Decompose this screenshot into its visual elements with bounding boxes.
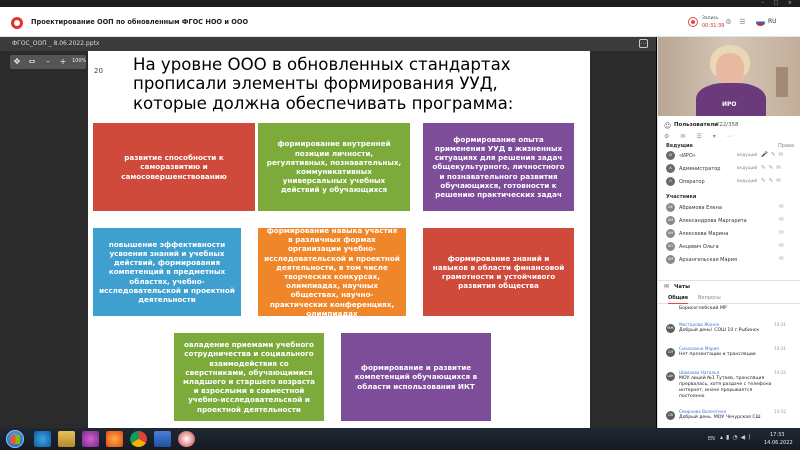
- users-header[interactable]: [658, 120, 800, 132]
- leader-row[interactable]: [658, 176, 800, 188]
- right-panel: [657, 37, 800, 428]
- slide-box-3: формирование опыта применения УУД в жизненных ситуациях для решения задач общекультурного, личностного и познавательного развития обучающихся, готовности к решению практических задач: [423, 123, 574, 211]
- leader-role: ведущий: [737, 166, 758, 171]
- media-icon[interactable]: [82, 431, 99, 447]
- participant-name: Абрамова Елена: [679, 205, 722, 211]
- leader-role: ведущий: [737, 153, 758, 158]
- fit-icon[interactable]: ⇔: [28, 57, 36, 66]
- avatar: АМ: [666, 216, 675, 225]
- chat-message: [658, 322, 800, 342]
- chat-message-text: МОУ лицей №1 Тутаев, трансляция прервалась, хотя раздаче с телефона интернет, иначе прерывается постоянно: [679, 376, 772, 399]
- chat-time: 14:31: [774, 346, 787, 351]
- zoom-level: 100%: [72, 58, 87, 64]
- zoom-controls: [10, 55, 86, 69]
- slide-number: 20: [94, 67, 103, 75]
- chat-message-text: Нет презентации и трансляции: [679, 352, 756, 357]
- chat-time: 14:32: [774, 370, 787, 375]
- zoom-out-button[interactable]: –: [46, 57, 50, 66]
- avatar: АО: [666, 242, 675, 251]
- leader-controls[interactable]: 🎤✎✉: [761, 152, 787, 158]
- word-icon[interactable]: [154, 431, 171, 447]
- leaders-label: Ведущие: [666, 143, 693, 149]
- language-selector[interactable]: RU: [768, 18, 777, 25]
- rights-label: Права: [777, 143, 794, 149]
- folder-icon[interactable]: [58, 431, 75, 447]
- settings-icon[interactable]: ☰: [739, 18, 746, 26]
- presentation-menu-icon[interactable]: ⋯: [640, 40, 647, 47]
- slide-box-5: формирование навыка участия в различных формах организации учебно-исследовательской и проектной деятельности, в том числе творческих конкурсах, олимпиадах, научных обществах, научно-практических конференциях, олимпиадах: [258, 228, 406, 316]
- taskbar: [0, 428, 800, 450]
- chat-label: Чаты: [674, 284, 690, 290]
- slide-box-1: развитие способности к саморазвитию и самосовершенствованию: [93, 123, 255, 211]
- leader-name: «ИРО»: [679, 153, 696, 159]
- users-label: Пользователи: [674, 122, 718, 128]
- language-indicator[interactable]: EN: [708, 436, 715, 442]
- video-object: [776, 67, 788, 97]
- participant-name: Анцевич Ольга: [679, 244, 719, 250]
- chat-tabs: [658, 292, 800, 304]
- start-button[interactable]: [6, 430, 24, 448]
- presentation-toolbar: [0, 37, 656, 51]
- chat-icon[interactable]: ✉: [779, 243, 784, 249]
- slide-box-4: повышение эффективности усвоения знаний и учебных действий, формирования компетенций в предметных областях, учебно-исследовательской и проектной деятельности: [93, 228, 241, 316]
- firefox-icon[interactable]: [106, 431, 123, 447]
- avatar: АМ: [666, 255, 675, 264]
- participant-name: Алексеева Марина: [679, 231, 729, 237]
- participant-row[interactable]: [658, 215, 800, 227]
- avatar: И: [666, 151, 675, 160]
- app-header: [0, 7, 800, 37]
- slide-box-2: формирование внутренней позиции личности, регулятивных, познавательных, коммуникативных универсальных учебных действий у обучающихся: [258, 123, 410, 211]
- app-logo-icon: [11, 17, 23, 29]
- ie-icon[interactable]: [34, 431, 51, 447]
- leader-role: ведущий: [737, 179, 758, 184]
- chat-author: Смахалина Мария: [679, 346, 719, 351]
- chat-author: Шамаева Наталья: [679, 370, 720, 375]
- slide-title: На уровне ООО в обновленных стандартах прописали элементы формирования УУД, которые должна обеспечивать программа:: [133, 55, 514, 113]
- chat-author: Смирнова Валентина: [679, 409, 727, 414]
- presenter-video[interactable]: [658, 37, 800, 116]
- chat-message: [658, 409, 800, 427]
- zoom-in-button[interactable]: +: [59, 57, 67, 66]
- avatar: СВ: [666, 411, 675, 420]
- users-icon: ☺: [664, 122, 672, 130]
- video-face: [716, 53, 744, 85]
- windows-icon: [11, 435, 20, 444]
- leader-name: Администратор: [679, 166, 721, 172]
- participant-row[interactable]: [658, 202, 800, 214]
- chat-icon[interactable]: ✉: [779, 204, 784, 210]
- avatar: СМ: [666, 348, 675, 357]
- participant-name: Александрова Маргарита: [679, 218, 747, 224]
- leader-name: Оператор: [679, 179, 705, 185]
- os-title-bar: [0, 0, 800, 7]
- record-time: 00:31:39: [702, 23, 725, 29]
- participant-row[interactable]: [658, 241, 800, 253]
- chat-icon[interactable]: ✉: [779, 230, 784, 236]
- chat-message-text: Добрый день! СОШ 10 г.Рыбинск: [679, 328, 760, 333]
- webinar-app-icon[interactable]: [178, 431, 195, 447]
- chat-header[interactable]: [658, 280, 800, 292]
- settings-icon[interactable]: ⚙: [725, 18, 732, 26]
- avatar: А: [666, 164, 675, 173]
- slide-box-6: формирование знаний и навыков в области финансовой грамотности и устойчивого развития общества: [423, 228, 574, 316]
- video-label: ИРО: [722, 101, 737, 108]
- leader-controls[interactable]: ✎✎✉: [761, 178, 784, 184]
- chat-message-text: Добрый день. МОУ Чечурская СШ: [679, 415, 761, 420]
- avatar: О: [666, 177, 675, 186]
- video-body: [696, 83, 766, 116]
- tab-questions[interactable]: Вопросы: [698, 295, 721, 301]
- avatar: АЕ: [666, 203, 675, 212]
- chat-message: [658, 370, 800, 404]
- participant-row[interactable]: [658, 228, 800, 240]
- record-icon[interactable]: [688, 17, 698, 27]
- chat-icon: ✉: [664, 283, 670, 290]
- chat-message-text: Борисоглебский МР: [679, 306, 727, 311]
- avatar: МЖ: [666, 324, 675, 333]
- clock-date[interactable]: 14.06.2022: [764, 440, 793, 446]
- chat-icon[interactable]: ✉: [779, 217, 784, 223]
- clock-time[interactable]: 17:33: [770, 432, 785, 438]
- slide: [88, 51, 590, 428]
- leader-controls[interactable]: ✎✎✉: [761, 165, 784, 171]
- move-icon[interactable]: ✥: [13, 57, 21, 66]
- chrome-icon[interactable]: [130, 431, 147, 447]
- users-count: 222/358: [716, 122, 739, 128]
- window-controls[interactable]: – □ ×: [761, 0, 796, 6]
- avatar: ШН: [666, 372, 675, 381]
- leader-row[interactable]: [658, 150, 800, 162]
- page-title: Проектирование ООП по обновленным ФГОС НОО и ООО: [31, 18, 249, 26]
- avatar: АМ: [666, 229, 675, 238]
- tab-general[interactable]: Общие: [668, 295, 688, 304]
- tray-icons[interactable]: ▴▮◔◀): [720, 434, 754, 441]
- slide-box-7: овладение приемами учебного сотрудничества и социального взаимодействия со сверстниками, обучающимися младшего и старшего возраста и взрослыми в совместной учебно-исследовательской и проектной деятельности: [174, 333, 324, 421]
- slide-box-8: формирование и развитие компетенций обучающихся в области использования ИКТ: [341, 333, 491, 421]
- chat-icon[interactable]: ✉: [779, 256, 784, 262]
- record-label: Запись: [702, 16, 719, 21]
- chat-time: 14:31: [774, 322, 787, 327]
- users-tools[interactable]: ⚙✉☰▾⋯: [664, 133, 744, 140]
- chat-time: 14:32: [774, 409, 787, 414]
- participant-name: Архангельская Мария: [679, 257, 737, 263]
- flag-icon[interactable]: [756, 19, 765, 26]
- chat-message: [658, 346, 800, 366]
- participants-label: Участники: [666, 194, 697, 200]
- participant-row[interactable]: [658, 254, 800, 266]
- chat-author: Мостарова Жанна: [679, 322, 720, 327]
- file-name: ФГОС_ООП _ 8.06.2022.pptx: [12, 40, 100, 47]
- leader-row[interactable]: [658, 163, 800, 175]
